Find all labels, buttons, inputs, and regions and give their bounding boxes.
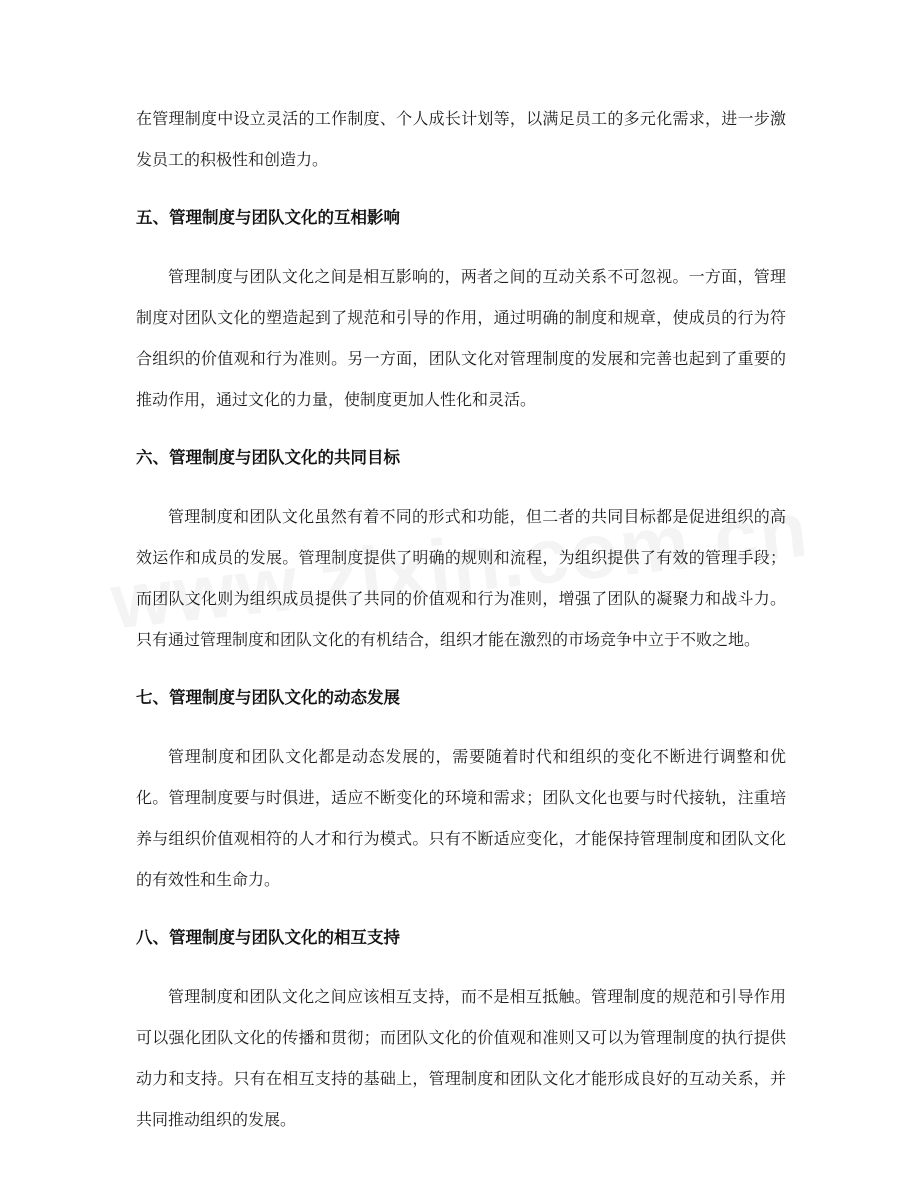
section-body-7: 管理制度和团队文化都是动态发展的，需要随着时代和组织的变化不断进行调整和优化。管理制度要与时俱进，适应不断变化的环境和需求；团队文化也要与时代接轨，注重培养与组织价值观相符的人才和行为模式。只有不断适应变化，才能保持管理制度和团队文化的有效性和生命力。 (136, 747, 786, 889)
section-heading-5: 五、管理制度与团队文化的互相影响 (136, 208, 400, 227)
section-heading-8: 八、管理制度与团队文化的相互支持 (136, 928, 400, 947)
document-body (136, 98, 786, 1140)
section-body-6: 管理制度和团队文化虽然有着不同的形式和功能，但二者的共同目标都是促进组织的高效运作和成员的发展。管理制度提供了明确的规则和流程，为组织提供了有效的管理手段；而团队文化则为组织成员提供了共同的价值观和行为准则，增强了团队的凝聚力和战斗力。只有通过管理制度和团队文化的有机结合，组织才能在激烈的市场竞争中立于不败之地。 (136, 507, 786, 649)
section-heading-6: 六、管理制度与团队文化的共同目标 (136, 448, 400, 467)
section-heading-7: 七、管理制度与团队文化的动态发展 (136, 688, 400, 707)
section-body-8: 管理制度和团队文化之间应该相互支持，而不是相互抵触。管理制度的规范和引导作用可以强化团队文化的传播和贯彻；而团队文化的价值观和准则又可以为管理制度的执行提供动力和支持。只有在相互支持的基础上，管理制度和团队文化才能形成良好的互动关系，并共同推动组织的发展。 (136, 987, 786, 1129)
intro-paragraph: 在管理制度中设立灵活的工作制度、个人成长计划等，以满足员工的多元化需求，进一步激发员工的积极性和创造力。 (136, 109, 786, 169)
section-body-5: 管理制度与团队文化之间是相互影响的，两者之间的互动关系不可忽视。一方面，管理制度对团队文化的塑造起到了规范和引导的作用，通过明确的制度和规章，使成员的行为符合组织的价值观和行为准则。另一方面，团队文化对管理制度的发展和完善也起到了重要的推动作用，通过文化的力量，使制度更加人性化和灵活。 (136, 267, 786, 409)
